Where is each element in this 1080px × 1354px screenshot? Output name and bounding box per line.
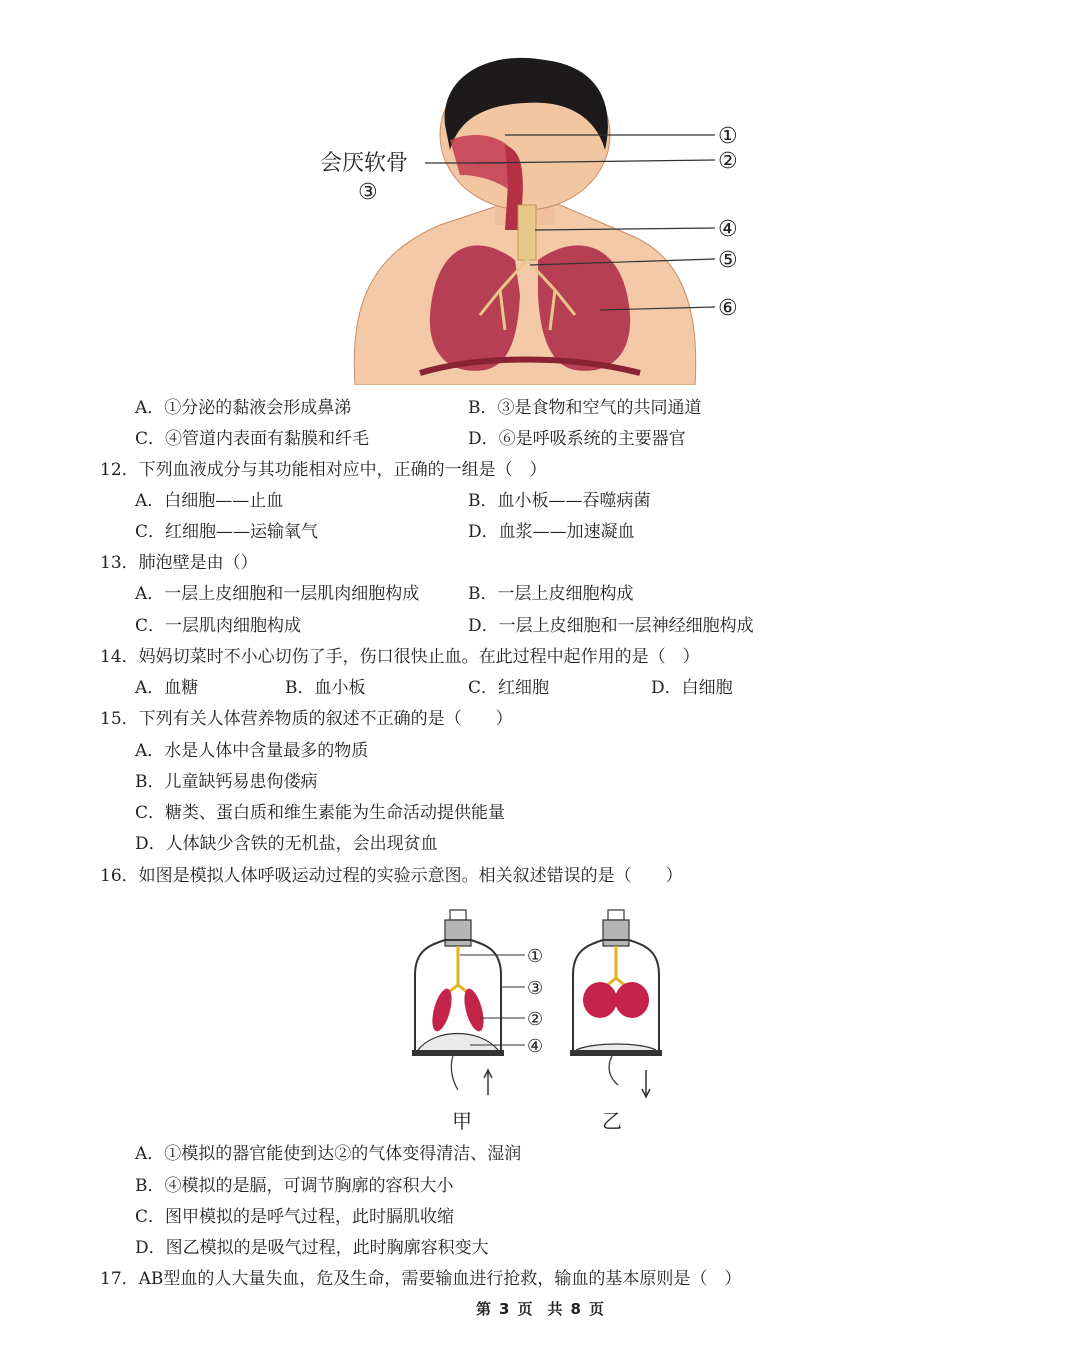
q11-option-a: A．①分泌的黏液会形成鼻涕 <box>135 398 352 418</box>
marker-2: ② <box>718 149 738 174</box>
q14-option-d: D．白细胞 <box>651 678 733 698</box>
q11-option-d: D．⑥是呼吸系统的主要器官 <box>468 429 686 449</box>
q13-option-b: B．一层上皮细胞构成 <box>468 584 634 604</box>
jar-left <box>412 910 504 1095</box>
marker-6: ⑥ <box>718 296 738 321</box>
page-footer: 第 3 页 共 8 页 <box>476 1300 604 1318</box>
q16-stem: 16．如图是模拟人体呼吸运动过程的实验示意图。相关叙述错误的是（ ） <box>100 866 683 886</box>
q13-option-a: A．一层上皮细胞和一层肌肉细胞构成 <box>135 584 420 604</box>
jar-right <box>570 910 662 1097</box>
trachea-shape <box>518 205 536 260</box>
marker-3: ③ <box>358 180 378 205</box>
q15-option-b: B．儿童缺钙易患佝偻病 <box>135 772 318 792</box>
q14-stem: 14．妈妈切菜时不小心切伤了手，伤口很快止血。在此过程中起作用的是（ ） <box>100 647 700 667</box>
q12-stem: 12．下列血液成分与其功能相对应中，正确的一组是（ ） <box>100 460 547 480</box>
q12-option-d: D．血浆——加速凝血 <box>468 522 635 542</box>
q14-option-a: A．血糖 <box>135 678 199 698</box>
marker-1: ① <box>718 124 738 149</box>
epiglottis-label: 会厌软骨 <box>320 151 409 176</box>
q12-option-c: C．红细胞——运输氧气 <box>135 522 319 542</box>
q15-option-c: C．糖类、蛋白质和维生素能为生命活动提供能量 <box>135 803 506 823</box>
q12-option-a: A．白细胞——止血 <box>135 491 284 511</box>
current-page-number: 3 <box>499 1300 510 1318</box>
q15-option-a: A．水是人体中含量最多的物质 <box>135 741 369 761</box>
q14-option-b: B．血小板 <box>285 678 366 698</box>
marker-4: ④ <box>718 217 738 242</box>
fig2-marker-1: ① <box>527 946 544 967</box>
q13-option-c: C．一层肌肉细胞构成 <box>135 616 302 636</box>
fig2-marker-4: ④ <box>527 1036 544 1057</box>
q16-option-d: D．图乙模拟的是吸气过程，此时胸廓容积变大 <box>135 1238 489 1258</box>
q13-stem: 13．肺泡壁是由（） <box>100 553 258 573</box>
fig2-marker-2: ② <box>527 1009 544 1030</box>
q14-option-c: C．红细胞 <box>468 678 550 698</box>
marker-5: ⑤ <box>718 248 738 273</box>
fig2-label-left: 甲 <box>452 1109 472 1133</box>
bell-jar-model-figure <box>400 900 680 1135</box>
q17-stem: 17．AB型血的人大量失血，危及生命，需要输血进行抢救，输血的基本原则是（ ） <box>100 1269 742 1289</box>
q12-option-b: B．血小板——吞噬病菌 <box>468 491 651 511</box>
fig2-marker-3: ③ <box>527 978 544 999</box>
q16-option-c: C．图甲模拟的是呼气过程，此时膈肌收缩 <box>135 1207 455 1227</box>
q16-option-b: B．④模拟的是膈，可调节胸廓的容积大小 <box>135 1176 454 1196</box>
q15-option-d: D．人体缺少含铁的无机盐，会出现贫血 <box>135 834 438 854</box>
q11-option-b: B．③是食物和空气的共同通道 <box>468 398 702 418</box>
total-page-number: 8 <box>570 1300 581 1318</box>
respiratory-system-figure <box>300 55 760 385</box>
q11-option-c: C．④管道内表面有黏膜和纤毛 <box>135 429 370 449</box>
q13-option-d: D．一层上皮细胞和一层神经细胞构成 <box>468 616 754 636</box>
q15-stem: 15．下列有关人体营养物质的叙述不正确的是（ ） <box>100 709 513 729</box>
q16-option-a: A．①模拟的器官能使到达②的气体变得清洁、湿润 <box>135 1144 522 1164</box>
fig2-label-right: 乙 <box>602 1109 622 1133</box>
